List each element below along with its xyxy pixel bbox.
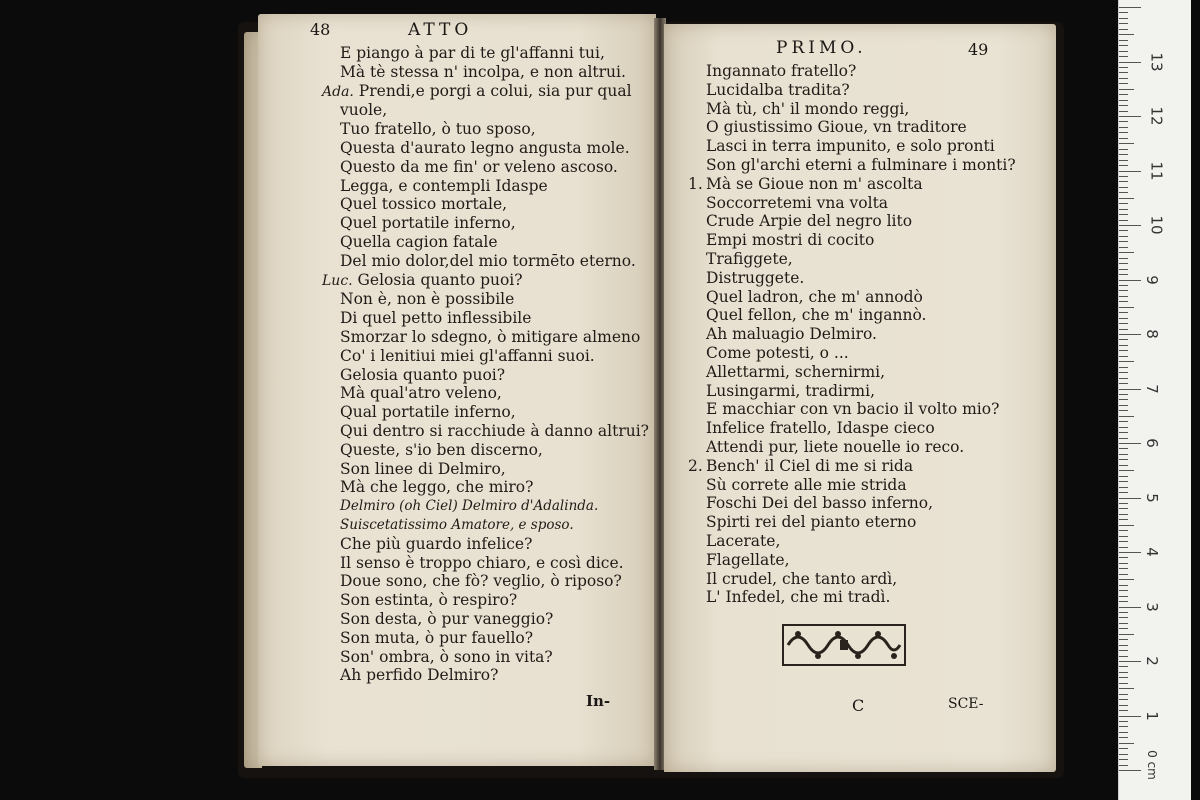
ruler-tick xyxy=(1119,579,1134,580)
text-line xyxy=(322,422,649,441)
ruler-tick xyxy=(1119,62,1141,63)
line-text: Mà tè stessa n' incolpa, e non altrui. xyxy=(340,62,626,81)
line-text: L' Infedel, che mi tradì. xyxy=(706,588,891,607)
ruler-tick xyxy=(1119,399,1128,400)
ruler-tick xyxy=(1119,765,1128,766)
line-text: Doue sono, che fò? veglio, ò riposo? xyxy=(340,572,622,591)
ruler-tick xyxy=(1119,280,1141,281)
text-line xyxy=(688,382,1016,401)
line-text: Soccorretemi vna volta xyxy=(706,193,889,212)
ruler-tick xyxy=(1119,187,1128,188)
text-line xyxy=(322,497,649,516)
text-line xyxy=(688,156,1016,175)
ruler-tick xyxy=(1119,541,1128,542)
ruler-tick xyxy=(1119,699,1128,700)
ruler-tick xyxy=(1119,367,1128,368)
ruler-tick xyxy=(1119,296,1128,297)
ruler-tick xyxy=(1119,132,1128,133)
line-text: Gelosia quanto puoi? xyxy=(352,270,523,289)
signature-mark: C xyxy=(852,696,865,715)
ruler-tick xyxy=(1119,209,1128,210)
text-line xyxy=(322,290,649,309)
ruler-tick xyxy=(1119,617,1128,618)
text-line xyxy=(322,666,649,685)
line-text: Mà tù, ch' il mondo reggi, xyxy=(706,99,910,118)
ruler-tick xyxy=(1119,438,1128,439)
ruler-tick xyxy=(1119,421,1128,422)
ruler-tick xyxy=(1119,12,1128,13)
ruler-tick xyxy=(1119,525,1134,526)
ruler-tick xyxy=(1119,372,1128,373)
text-line xyxy=(688,588,1016,607)
running-head-left: ATTO xyxy=(408,20,473,40)
text-line xyxy=(322,554,649,573)
ruler-tick xyxy=(1119,78,1128,79)
speaker-label: Ada. xyxy=(322,83,354,100)
line-text: Suiscetatissimo Amatore, e sposo. xyxy=(340,516,574,533)
text-line xyxy=(322,610,649,629)
ruler-tick xyxy=(1119,290,1128,291)
ruler-tick xyxy=(1119,427,1128,428)
ruler-tick xyxy=(1119,45,1128,46)
printer-ornament xyxy=(782,624,906,666)
page-number-left: 48 xyxy=(310,20,331,39)
text-line xyxy=(688,137,1016,156)
line-text: Questa d'aurato legno angusta mole. xyxy=(340,138,630,157)
left-text-lines xyxy=(322,44,649,685)
line-text: Come potesti, o ... xyxy=(706,343,849,362)
ruler-tick xyxy=(1119,176,1128,177)
ruler-tick xyxy=(1119,754,1128,755)
ruler-tick xyxy=(1119,759,1128,760)
ruler-tick xyxy=(1119,111,1128,112)
ruler-tick xyxy=(1119,563,1128,564)
line-text: Mà se Gioue non m' ascolta xyxy=(706,174,923,193)
text-line xyxy=(688,532,1016,551)
ruler-tick xyxy=(1119,568,1128,569)
text-line xyxy=(322,139,649,158)
ruler-tick xyxy=(1119,339,1128,340)
line-text: Smorzar lo sdegno, ò mitigare almeno xyxy=(340,327,641,346)
line-text: Son gl'archi eterni a fulminare i monti? xyxy=(706,155,1016,174)
ruler-tick xyxy=(1119,470,1134,471)
catchword-right: SCE- xyxy=(948,696,984,712)
ruler-tick xyxy=(1119,405,1128,406)
ruler-tick xyxy=(1119,672,1128,673)
ruler-number: 12 xyxy=(1147,106,1166,126)
ruler-tick xyxy=(1119,487,1128,488)
text-line xyxy=(688,100,1016,119)
text-line xyxy=(688,194,1016,213)
ruler-tick xyxy=(1119,694,1128,695)
ruler-tick xyxy=(1119,732,1128,733)
ruler-tick xyxy=(1119,389,1141,390)
ruler-number: 1 xyxy=(1142,710,1161,721)
ruler-tick xyxy=(1119,94,1128,95)
ruler-tick xyxy=(1119,29,1128,30)
ruler-tick xyxy=(1119,203,1128,204)
text-line xyxy=(322,82,649,102)
text-line xyxy=(322,63,649,82)
text-line xyxy=(688,118,1016,137)
ruler-tick xyxy=(1119,263,1128,264)
ruler-tick xyxy=(1119,274,1128,275)
line-text: Mà qual'atro veleno, xyxy=(340,384,502,403)
text-line xyxy=(688,494,1016,513)
page-number-right: 49 xyxy=(968,40,989,59)
line-text: Co' i lenitiui miei gl'affanni suoi. xyxy=(340,346,595,365)
text-line xyxy=(322,158,649,177)
line-text: Foschi Dei del basso inferno, xyxy=(706,494,934,513)
text-line xyxy=(688,306,1016,325)
ruler-tick xyxy=(1119,121,1128,122)
text-line xyxy=(322,384,649,403)
line-text: Non è, non è possibile xyxy=(340,290,515,309)
ruler-tick xyxy=(1119,585,1128,586)
ruler-tick xyxy=(1119,748,1128,749)
text-line xyxy=(322,120,649,139)
ruler-tick xyxy=(1119,601,1128,602)
ruler-tick xyxy=(1119,666,1128,667)
ruler-tick xyxy=(1119,383,1128,384)
ruler-tick xyxy=(1119,51,1128,52)
line-text: Lusingarmi, tradirmi, xyxy=(706,381,876,400)
text-line xyxy=(688,250,1016,269)
ruler-tick xyxy=(1119,770,1141,771)
line-text: Gelosia quanto puoi? xyxy=(340,365,506,384)
text-line xyxy=(688,476,1016,495)
text-line xyxy=(688,175,1016,194)
line-text: E piango à par di te gl'affanni tui, xyxy=(340,44,605,62)
ruler-tick xyxy=(1119,607,1141,608)
ruler-tick xyxy=(1119,623,1128,624)
text-line xyxy=(322,44,649,63)
ruler-tick xyxy=(1119,236,1128,237)
text-line xyxy=(322,214,649,233)
line-text: Son estinta, ò respiro? xyxy=(340,591,518,610)
ruler-tick xyxy=(1119,574,1128,575)
line-text: Trafiggete, xyxy=(706,249,793,268)
ruler-tick xyxy=(1119,40,1128,41)
ruler-tick xyxy=(1119,149,1128,150)
line-text: Empi mostri di cocito xyxy=(706,231,875,250)
line-text: O giustissimo Gioue, vn traditore xyxy=(706,118,967,137)
ruler-tick xyxy=(1119,656,1128,657)
text-line xyxy=(322,535,649,554)
ruler-tick xyxy=(1119,34,1134,35)
ruler-tick xyxy=(1119,645,1128,646)
line-text: Qui dentro si racchiude à danno altrui? xyxy=(340,421,649,440)
text-line xyxy=(322,309,649,328)
line-text: Ah maluagio Delmiro. xyxy=(706,325,877,344)
ruler-tick xyxy=(1119,116,1141,117)
ruler-tick xyxy=(1119,481,1128,482)
ruler-tick xyxy=(1119,323,1128,324)
line-text: Tuo fratello, ò tuo sposo, xyxy=(340,120,536,139)
text-line xyxy=(322,101,649,120)
ruler-tick xyxy=(1119,547,1128,548)
line-text: Allettarmi, schernirmi, xyxy=(706,362,886,381)
ruler-tick xyxy=(1119,105,1128,106)
text-line xyxy=(688,551,1016,570)
ruler-tick xyxy=(1119,181,1128,182)
ruler-tick xyxy=(1119,705,1128,706)
ruler-tick xyxy=(1119,7,1141,8)
line-text: Attendi pur, liete nouelle io reco. xyxy=(706,437,965,456)
text-line xyxy=(688,419,1016,438)
catchword-left: In- xyxy=(586,692,611,710)
ruler-tick xyxy=(1119,716,1141,717)
text-line xyxy=(322,403,649,422)
scale-ruler xyxy=(1118,0,1191,800)
line-text: Del mio dolor,del mio tormēto eterno. xyxy=(340,251,636,270)
text-line xyxy=(322,478,649,497)
text-line xyxy=(688,363,1016,382)
text-line xyxy=(322,328,649,347)
text-line xyxy=(322,441,649,460)
text-line xyxy=(688,570,1016,589)
ruler-tick xyxy=(1119,454,1128,455)
ruler-tick xyxy=(1119,743,1134,744)
text-line xyxy=(322,629,649,648)
line-text: Distruggete. xyxy=(706,268,805,287)
text-line xyxy=(322,572,649,591)
line-text: Legga, e contempli Idaspe xyxy=(340,176,548,195)
text-line xyxy=(688,269,1016,288)
text-line xyxy=(688,231,1016,250)
ruler-tick xyxy=(1119,721,1128,722)
text-line xyxy=(688,62,1016,81)
ruler-tick xyxy=(1119,345,1128,346)
ruler-tick xyxy=(1119,307,1134,308)
ruler-number: 7 xyxy=(1142,383,1161,394)
ruler-tick xyxy=(1119,519,1128,520)
ruler-tick xyxy=(1119,661,1141,662)
text-line xyxy=(688,344,1016,363)
ruler-unit-label: 0 cm xyxy=(1144,750,1159,780)
ruler-tick xyxy=(1119,530,1128,531)
ruler-tick xyxy=(1119,557,1128,558)
line-text: Prendi,e porgi a colui, sia pur qual xyxy=(353,81,632,100)
ruler-tick xyxy=(1119,247,1128,248)
ruler-tick xyxy=(1119,508,1128,509)
line-text: Mà che leggo, che miro? xyxy=(340,478,534,497)
line-text: Il crudel, che tanto ardì, xyxy=(706,569,898,588)
ruler-tick xyxy=(1119,171,1141,172)
line-text: Son linee di Delmiro, xyxy=(340,459,506,478)
ruler-number: 13 xyxy=(1147,51,1166,72)
ruler-number: 4 xyxy=(1142,547,1161,557)
ruler-tick xyxy=(1119,710,1128,711)
line-text: Lasci in terra impunito, e solo pronti xyxy=(706,137,995,156)
line-text: Lacerate, xyxy=(706,531,781,550)
speaker-label: Luc. xyxy=(322,272,353,289)
ruler-tick xyxy=(1119,67,1128,68)
line-text: Son' ombra, ò sono in vita? xyxy=(340,647,553,666)
ruler-tick xyxy=(1119,650,1128,651)
ruler-tick xyxy=(1119,514,1128,515)
ruler-tick xyxy=(1119,192,1128,193)
ruler-tick xyxy=(1119,683,1128,684)
ruler-tick xyxy=(1119,492,1128,493)
ruler-tick xyxy=(1119,23,1128,24)
ruler-tick xyxy=(1119,688,1134,689)
ruler-tick xyxy=(1119,552,1141,553)
ruler-tick xyxy=(1119,220,1128,221)
ruler-tick xyxy=(1119,225,1141,226)
text-line xyxy=(322,516,649,535)
ruler-tick xyxy=(1119,127,1128,128)
ruler-tick xyxy=(1119,726,1128,727)
ruler-tick xyxy=(1119,459,1128,460)
ruler-tick xyxy=(1119,612,1128,613)
ruler-tick xyxy=(1119,318,1128,319)
ruler-tick xyxy=(1119,154,1128,155)
ruler-tick xyxy=(1119,503,1128,504)
ruler-tick xyxy=(1119,241,1128,242)
line-text: Infelice fratello, Idaspe cieco xyxy=(706,419,935,438)
ruler-tick xyxy=(1119,476,1128,477)
ruler-tick xyxy=(1119,350,1128,351)
ruler-tick xyxy=(1119,269,1128,270)
text-line xyxy=(688,513,1016,532)
text-line xyxy=(322,591,649,610)
ruler-tick xyxy=(1119,143,1134,144)
text-line xyxy=(688,288,1016,307)
ruler-tick xyxy=(1119,83,1128,84)
line-text: Bench' il Ciel di me si rida xyxy=(706,456,914,475)
ruler-number: 8 xyxy=(1142,329,1161,339)
ruler-tick xyxy=(1119,677,1128,678)
text-line xyxy=(322,177,649,196)
ruler-tick xyxy=(1119,590,1128,591)
text-line xyxy=(688,457,1016,476)
ruler-tick xyxy=(1119,465,1128,466)
line-text: Il senso è troppo chiaro, e così dice. xyxy=(340,553,624,572)
line-text: Che più guardo infelice? xyxy=(340,534,533,553)
line-text: Crude Arpie del negro lito xyxy=(706,212,913,231)
running-head-right: PRIMO. xyxy=(776,38,867,58)
ruler-tick xyxy=(1119,252,1134,253)
left-page xyxy=(258,14,656,766)
line-text: vuole, xyxy=(340,101,388,120)
ruler-tick xyxy=(1119,18,1128,19)
text-line xyxy=(322,252,649,271)
ruler-number: 6 xyxy=(1142,438,1161,448)
ruler-tick xyxy=(1119,356,1128,357)
text-line xyxy=(688,438,1016,457)
line-text: Ingannato fratello? xyxy=(706,62,857,80)
ruler-tick xyxy=(1119,639,1128,640)
line-text: Son desta, ò pur vaneggio? xyxy=(340,609,554,628)
text-line xyxy=(322,347,649,366)
line-text: Queste, s'io ben discerno, xyxy=(340,440,543,459)
text-line xyxy=(688,325,1016,344)
ruler-tick xyxy=(1119,329,1128,330)
line-text: E macchiar con vn bacio il volto mio? xyxy=(706,400,1000,419)
line-text: Delmiro (oh Ciel) Delmiro d'Adalinda. xyxy=(340,498,599,515)
ruler-tick xyxy=(1119,536,1128,537)
ruler-tick xyxy=(1119,498,1141,499)
line-text: Quel tossico mortale, xyxy=(340,195,508,214)
ruler-tick xyxy=(1119,214,1128,215)
ruler-number: 9 xyxy=(1142,274,1161,285)
line-text: Lucidalba tradita? xyxy=(706,80,850,99)
text-line xyxy=(688,212,1016,231)
text-line xyxy=(322,271,649,291)
right-text-lines xyxy=(688,62,1016,607)
ruler-tick xyxy=(1119,72,1128,73)
line-text: Quel ladron, che m' annodò xyxy=(706,287,923,306)
ruler-tick xyxy=(1119,56,1128,57)
ruler-tick xyxy=(1119,443,1141,444)
text-line xyxy=(322,233,649,252)
ruler-tick xyxy=(1119,410,1128,411)
text-line xyxy=(322,648,649,667)
ruler-tick xyxy=(1119,198,1134,199)
ruler-tick xyxy=(1119,361,1134,362)
line-text: Quella cagion fatale xyxy=(340,232,498,251)
ruler-tick xyxy=(1119,378,1128,379)
ruler-tick xyxy=(1119,432,1128,433)
ruler-number: 3 xyxy=(1142,601,1161,612)
ruler-number: 10 xyxy=(1147,215,1166,235)
text-line xyxy=(322,366,649,385)
line-text: Di quel petto inflessibile xyxy=(340,309,532,328)
ruler-tick xyxy=(1119,448,1128,449)
ruler-tick xyxy=(1119,258,1128,259)
ruler-number: 11 xyxy=(1147,160,1166,181)
ruler-number: 5 xyxy=(1142,492,1161,503)
line-text: Questo da me fin' or veleno ascoso. xyxy=(340,157,618,176)
line-text: Ah perfido Delmiro? xyxy=(340,666,499,685)
ruler-tick xyxy=(1119,160,1128,161)
text-line xyxy=(688,400,1016,419)
ruler-tick xyxy=(1119,737,1128,738)
line-text: Son muta, ò pur fauello? xyxy=(340,628,534,647)
ruler-tick xyxy=(1119,100,1128,101)
ruler-tick xyxy=(1119,628,1128,629)
text-line xyxy=(322,195,649,214)
ruler-tick xyxy=(1119,312,1128,313)
ruler-tick xyxy=(1119,89,1134,90)
line-text: Sù correte alle mie strida xyxy=(706,475,907,494)
text-line xyxy=(688,81,1016,100)
line-text: Qual portatile inferno, xyxy=(340,403,516,422)
ruler-tick xyxy=(1119,334,1141,335)
ruler-tick xyxy=(1119,394,1128,395)
ruler-tick xyxy=(1119,230,1128,231)
line-text: Quel fellon, che m' ingannò. xyxy=(706,306,927,325)
ruler-tick xyxy=(1119,416,1134,417)
ruler-tick xyxy=(1119,596,1128,597)
text-line xyxy=(322,460,649,479)
line-text: Flagellate, xyxy=(706,550,790,569)
line-text: Spirti rei del pianto eterno xyxy=(706,513,917,532)
ruler-tick xyxy=(1119,165,1128,166)
ruler-tick xyxy=(1119,634,1134,635)
ruler-tick xyxy=(1119,285,1128,286)
stanza-number: 2. xyxy=(688,456,703,475)
ruler-tick xyxy=(1119,138,1128,139)
line-text: Quel portatile inferno, xyxy=(340,214,516,233)
stanza-number: 1. xyxy=(688,174,703,193)
ruler-number: 2 xyxy=(1142,656,1161,666)
ruler-tick xyxy=(1119,301,1128,302)
